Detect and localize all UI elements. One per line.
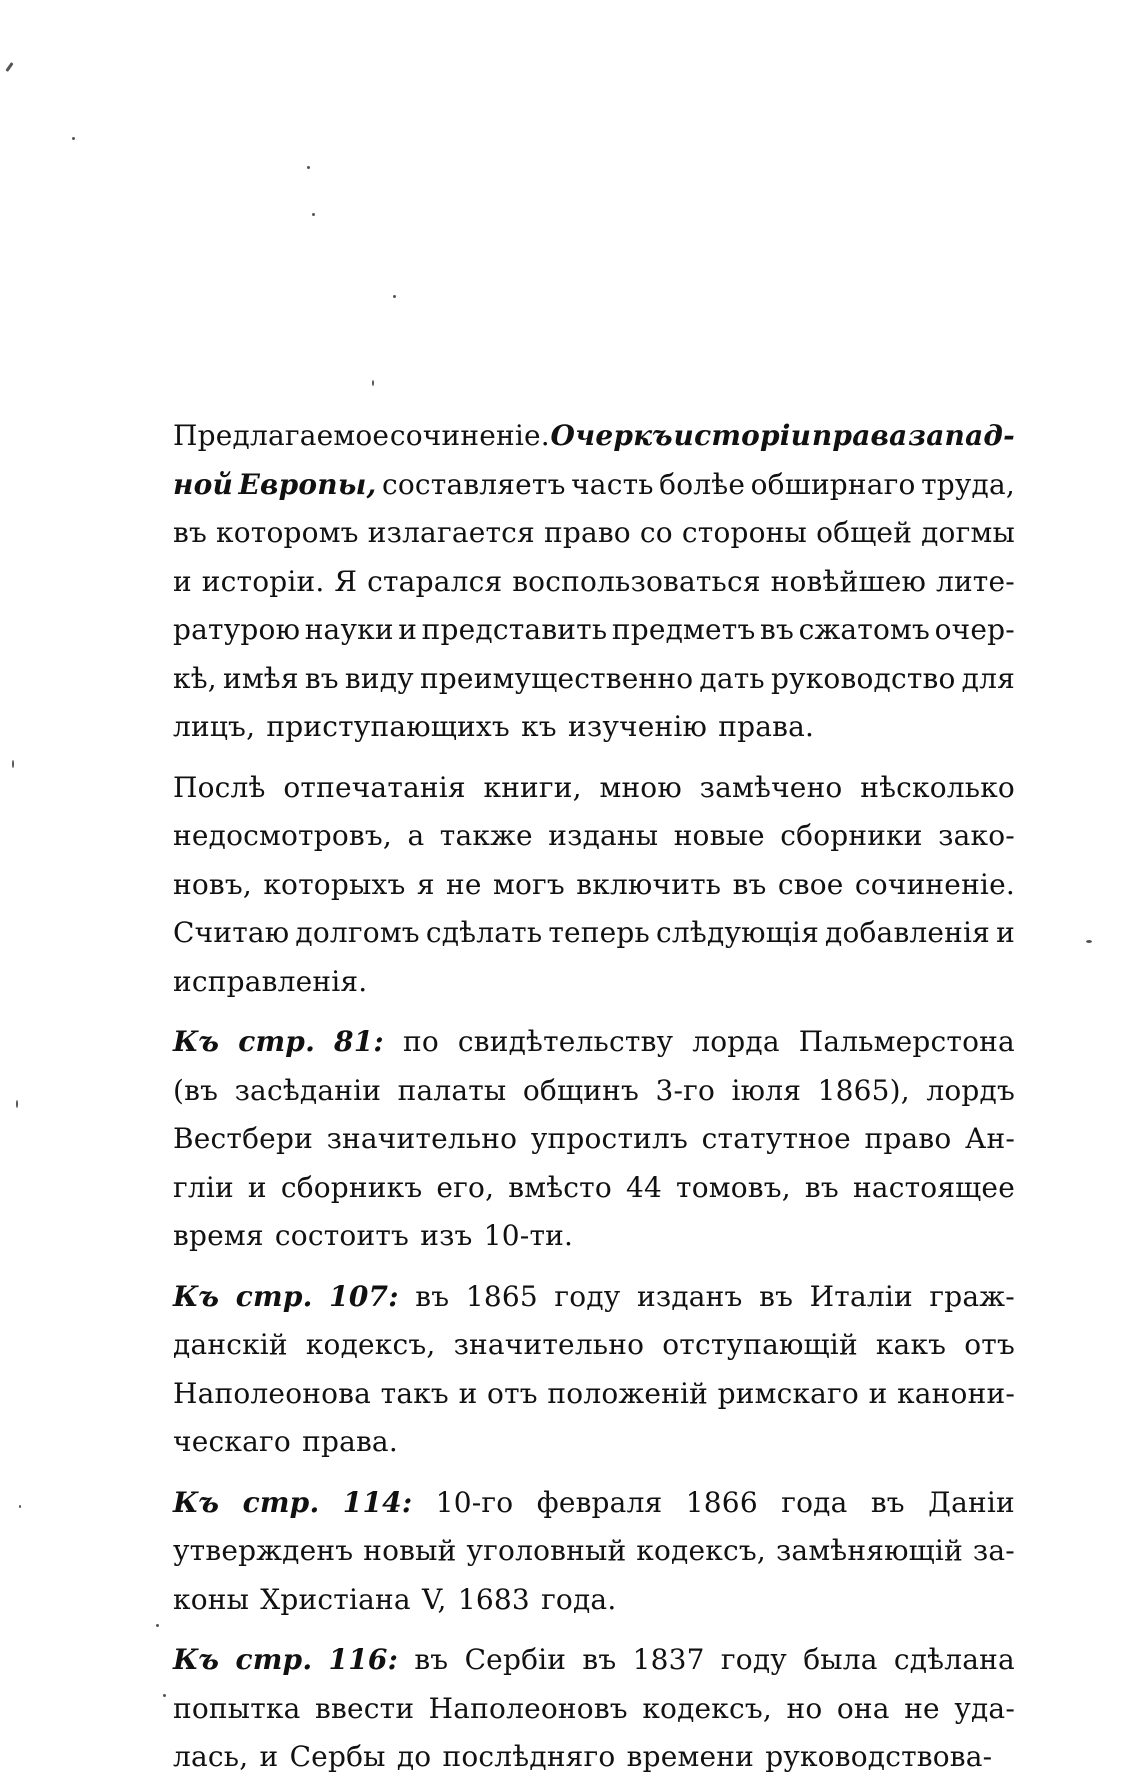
word: книги, bbox=[483, 770, 582, 804]
word: году bbox=[554, 1279, 621, 1313]
word: канони- bbox=[897, 1376, 1015, 1410]
word: и bbox=[398, 613, 418, 646]
word: настоящее bbox=[852, 1170, 1015, 1204]
scan-speck bbox=[1086, 940, 1092, 943]
word: 116: bbox=[328, 1643, 399, 1676]
word: ной bbox=[173, 467, 234, 501]
word: въ bbox=[173, 516, 207, 549]
word: дать bbox=[699, 661, 765, 695]
word: воспользоваться bbox=[512, 564, 761, 598]
word: и bbox=[996, 916, 1015, 949]
text-line bbox=[173, 1418, 1015, 1467]
text-line bbox=[173, 1685, 1015, 1734]
word: сжатомъ bbox=[798, 613, 931, 646]
word: изданы bbox=[548, 819, 659, 852]
word: она bbox=[836, 1691, 890, 1725]
word: Къ bbox=[173, 1643, 220, 1676]
word: исправленія. bbox=[173, 964, 368, 998]
word: ческаго bbox=[173, 1425, 291, 1458]
word: Наполеонова bbox=[173, 1376, 372, 1410]
word: Я bbox=[334, 564, 358, 598]
word: сборникъ bbox=[280, 1170, 423, 1204]
word: засѣданіи bbox=[234, 1073, 382, 1107]
word: какъ bbox=[875, 1328, 947, 1361]
word: но bbox=[786, 1691, 823, 1725]
word: утвержденъ bbox=[173, 1534, 354, 1567]
word: руководство bbox=[770, 661, 956, 695]
text-line bbox=[173, 1164, 1015, 1213]
paragraph-gap bbox=[173, 1624, 1015, 1636]
word: 10-го bbox=[435, 1485, 514, 1519]
word: излагается bbox=[367, 516, 535, 549]
word: 1837 bbox=[632, 1643, 705, 1676]
word: предметъ bbox=[611, 613, 756, 646]
text-line bbox=[173, 703, 1015, 752]
word: римскаго bbox=[717, 1376, 859, 1410]
text-line bbox=[173, 1273, 1015, 1322]
word: время bbox=[173, 1219, 264, 1252]
text-line bbox=[173, 655, 1015, 704]
word: мною bbox=[599, 770, 682, 804]
word: слѣдующія bbox=[656, 916, 819, 949]
word: стр. bbox=[235, 1279, 313, 1313]
paragraph-gap bbox=[173, 752, 1015, 764]
word: гліи bbox=[173, 1170, 234, 1204]
text-line bbox=[173, 1067, 1015, 1116]
word: Пальмерстона bbox=[798, 1025, 1015, 1058]
word: года. bbox=[541, 1582, 617, 1616]
word: руководствова- bbox=[765, 1740, 993, 1773]
word: за- bbox=[972, 1534, 1015, 1567]
text-line bbox=[173, 606, 1015, 655]
word: и bbox=[868, 1376, 888, 1410]
word: палаты bbox=[397, 1073, 507, 1107]
word: которомъ bbox=[216, 516, 359, 549]
word: теперь bbox=[548, 916, 650, 949]
word: его, bbox=[436, 1170, 495, 1204]
word: и bbox=[458, 1376, 478, 1410]
word: старался bbox=[367, 564, 503, 598]
word: была bbox=[803, 1643, 878, 1676]
word: и bbox=[247, 1170, 267, 1204]
word: запад- bbox=[908, 419, 1015, 452]
word: времени bbox=[626, 1740, 754, 1773]
scan-speck bbox=[393, 295, 396, 298]
word: замѣчено bbox=[699, 770, 843, 804]
word: труда, bbox=[921, 467, 1015, 501]
text-line bbox=[173, 1321, 1015, 1370]
paragraph bbox=[173, 1273, 1015, 1467]
text-line bbox=[173, 509, 1015, 558]
paragraph-gap bbox=[173, 1261, 1015, 1273]
word: ввести bbox=[315, 1691, 415, 1725]
word: данскій bbox=[173, 1328, 288, 1361]
word: года bbox=[781, 1485, 848, 1519]
word: упростилъ bbox=[530, 1122, 688, 1155]
text-line bbox=[173, 812, 1015, 861]
word: Очеркъ bbox=[550, 419, 673, 452]
word: положеній bbox=[547, 1376, 708, 1410]
text-line bbox=[173, 1115, 1015, 1164]
word: 1865 bbox=[465, 1279, 538, 1313]
word: сочиненіе. bbox=[854, 867, 1015, 901]
word: исторіи. bbox=[201, 564, 325, 598]
word: составляетъ bbox=[381, 467, 566, 501]
word: Вестбери bbox=[173, 1122, 313, 1155]
scan-speck bbox=[307, 166, 310, 169]
text-line bbox=[173, 1018, 1015, 1067]
word: очер- bbox=[934, 613, 1015, 646]
scan-speck bbox=[72, 137, 75, 140]
word: до bbox=[396, 1740, 432, 1773]
word: новъ, bbox=[173, 867, 252, 901]
word: въ bbox=[732, 867, 767, 901]
word: ратурою bbox=[173, 613, 301, 646]
word: зако- bbox=[938, 819, 1015, 852]
word: уда- bbox=[954, 1691, 1015, 1725]
word: нѣсколько bbox=[860, 770, 1015, 804]
word: добавленія bbox=[825, 916, 991, 949]
scan-speck bbox=[312, 213, 315, 216]
word: права. bbox=[718, 710, 815, 743]
text-line bbox=[173, 861, 1015, 910]
word: къ bbox=[521, 710, 557, 743]
word: 81: bbox=[334, 1025, 384, 1058]
word: Европы, bbox=[238, 467, 377, 501]
text-line bbox=[173, 1576, 1015, 1625]
word: лордъ bbox=[926, 1073, 1015, 1107]
paragraph bbox=[173, 1018, 1015, 1261]
word: уголовный bbox=[466, 1534, 627, 1567]
word: а bbox=[407, 819, 425, 852]
word: кодексъ, bbox=[642, 1691, 772, 1725]
word: лите- bbox=[935, 564, 1015, 598]
word: въ bbox=[870, 1485, 905, 1519]
scan-speck bbox=[156, 1624, 159, 1627]
word: отъ bbox=[964, 1328, 1015, 1361]
word: лась, bbox=[173, 1740, 249, 1773]
paragraph-gap bbox=[173, 1006, 1015, 1018]
word: 1865), bbox=[817, 1073, 910, 1107]
word: отъ bbox=[487, 1376, 538, 1410]
text-line bbox=[173, 461, 1015, 510]
word: Сербы bbox=[289, 1740, 386, 1773]
word: Послѣ bbox=[173, 770, 266, 804]
word: изъ bbox=[420, 1219, 473, 1252]
word: недосмотровъ, bbox=[173, 819, 392, 852]
word: 44 bbox=[625, 1170, 662, 1204]
text-line bbox=[173, 1212, 1015, 1261]
word: виду bbox=[344, 661, 414, 695]
scan-speck bbox=[12, 760, 14, 768]
word: преимущественно bbox=[419, 661, 694, 695]
word: могъ bbox=[493, 867, 565, 901]
word: не bbox=[446, 867, 482, 901]
paragraph-gap bbox=[173, 1467, 1015, 1479]
word: науки bbox=[304, 613, 394, 646]
scan-speck bbox=[163, 1694, 166, 1697]
word: стр. bbox=[242, 1485, 320, 1519]
word: Ан- bbox=[965, 1122, 1015, 1155]
word: включить bbox=[576, 867, 722, 901]
word: право bbox=[864, 1122, 952, 1155]
word: и bbox=[259, 1740, 279, 1773]
paragraph bbox=[173, 1636, 1015, 1782]
word: состоитъ bbox=[274, 1219, 410, 1252]
word: со bbox=[639, 516, 673, 549]
paragraph bbox=[173, 764, 1015, 1007]
word: право bbox=[543, 516, 631, 549]
word: по bbox=[402, 1025, 439, 1058]
word: для bbox=[961, 661, 1015, 695]
word: году bbox=[720, 1643, 787, 1676]
word: въ bbox=[804, 1170, 839, 1204]
word: права. bbox=[302, 1425, 398, 1458]
text-line bbox=[173, 1370, 1015, 1419]
word: Къ bbox=[173, 1485, 220, 1519]
word: сочиненіе. bbox=[389, 419, 550, 452]
text-line bbox=[173, 412, 1015, 461]
word: въ bbox=[414, 1643, 449, 1676]
paragraph bbox=[173, 1479, 1015, 1625]
text-line bbox=[173, 958, 1015, 1007]
word: Даніи bbox=[928, 1485, 1015, 1519]
word: не bbox=[904, 1691, 940, 1725]
scan-speck bbox=[19, 1505, 21, 1508]
word: въ bbox=[582, 1643, 617, 1676]
word: Христіана bbox=[260, 1582, 411, 1616]
scan-speck bbox=[372, 380, 374, 386]
word: новѣйшею bbox=[770, 564, 927, 598]
word: стр. bbox=[235, 1643, 313, 1676]
word: права bbox=[811, 419, 908, 452]
word: долгомъ bbox=[295, 916, 420, 949]
word: которыхъ bbox=[263, 867, 406, 901]
paragraph bbox=[173, 412, 1015, 752]
word: значительно bbox=[326, 1122, 518, 1155]
text-line bbox=[173, 1527, 1015, 1576]
word: изданъ bbox=[637, 1279, 743, 1313]
word: коны bbox=[173, 1582, 250, 1616]
word: вмѣсто bbox=[508, 1170, 612, 1204]
word: сборники bbox=[780, 819, 923, 852]
word: Къ bbox=[173, 1279, 220, 1313]
word: исторіи bbox=[673, 419, 812, 452]
word: лицъ, bbox=[173, 710, 256, 743]
word: болѣе bbox=[659, 467, 746, 501]
text-line bbox=[173, 764, 1015, 813]
word: замѣняющій bbox=[775, 1534, 963, 1567]
word: Считаю bbox=[173, 916, 290, 949]
word: 3-го bbox=[655, 1073, 716, 1107]
body-text bbox=[173, 412, 1015, 1782]
word: приступающихъ bbox=[266, 710, 510, 743]
word: Сербіи bbox=[464, 1643, 567, 1676]
word: 10-ти. bbox=[483, 1219, 574, 1252]
word: 1683 bbox=[457, 1582, 530, 1616]
word: свое bbox=[777, 867, 844, 901]
word: общинъ bbox=[522, 1073, 639, 1107]
text-line bbox=[173, 558, 1015, 607]
word: послѣдняго bbox=[442, 1740, 616, 1773]
word: граж- bbox=[929, 1279, 1015, 1313]
scan-speck bbox=[16, 1100, 18, 1108]
word: томовъ, bbox=[676, 1170, 791, 1204]
word: 107: bbox=[329, 1279, 399, 1313]
word: изученію bbox=[567, 710, 708, 743]
word: февраля bbox=[536, 1485, 663, 1519]
word: (въ bbox=[173, 1073, 219, 1107]
word: новый bbox=[363, 1534, 457, 1567]
word: въ bbox=[415, 1279, 450, 1313]
word: такъ bbox=[380, 1376, 449, 1410]
word: стороны bbox=[681, 516, 808, 549]
word: Предлагаемое bbox=[173, 419, 390, 452]
word: также bbox=[439, 819, 533, 852]
text-line bbox=[173, 1636, 1015, 1685]
word: попытка bbox=[173, 1691, 301, 1725]
word: представить bbox=[421, 613, 608, 646]
word: въ bbox=[759, 1279, 794, 1313]
word: въ bbox=[760, 613, 795, 646]
word: V, bbox=[421, 1582, 447, 1616]
word: свидѣтельству bbox=[457, 1025, 674, 1058]
word: и bbox=[173, 564, 192, 598]
word: іюля bbox=[731, 1073, 802, 1107]
word: отступающій bbox=[662, 1328, 858, 1361]
word: статутное bbox=[701, 1122, 851, 1155]
word: 1866 bbox=[685, 1485, 758, 1519]
word: сдѣлать bbox=[425, 916, 543, 949]
word: кодексъ, bbox=[636, 1534, 766, 1567]
word: общей bbox=[816, 516, 913, 549]
word: значительно bbox=[453, 1328, 645, 1361]
word: новые bbox=[673, 819, 765, 852]
word: Къ bbox=[173, 1025, 220, 1058]
word: часть bbox=[571, 467, 654, 501]
word: кѣ, bbox=[173, 661, 217, 695]
word: отпечатанія bbox=[283, 770, 466, 804]
word: Наполеоновъ bbox=[428, 1691, 628, 1725]
text-line bbox=[173, 1479, 1015, 1528]
word: кодексъ, bbox=[305, 1328, 436, 1361]
text-line bbox=[173, 909, 1015, 958]
word: 114: bbox=[342, 1485, 413, 1519]
word: въ bbox=[304, 661, 339, 695]
word: сдѣлана bbox=[893, 1643, 1015, 1676]
word: стр. bbox=[238, 1025, 316, 1058]
word: обширнаго bbox=[750, 467, 916, 501]
word: догмы bbox=[921, 516, 1015, 549]
scan-mark bbox=[5, 62, 13, 72]
text-line bbox=[173, 1733, 1015, 1782]
word: Италіи bbox=[809, 1279, 913, 1313]
word: лорда bbox=[692, 1025, 780, 1058]
word: я bbox=[416, 867, 435, 901]
word: имѣя bbox=[222, 661, 299, 695]
